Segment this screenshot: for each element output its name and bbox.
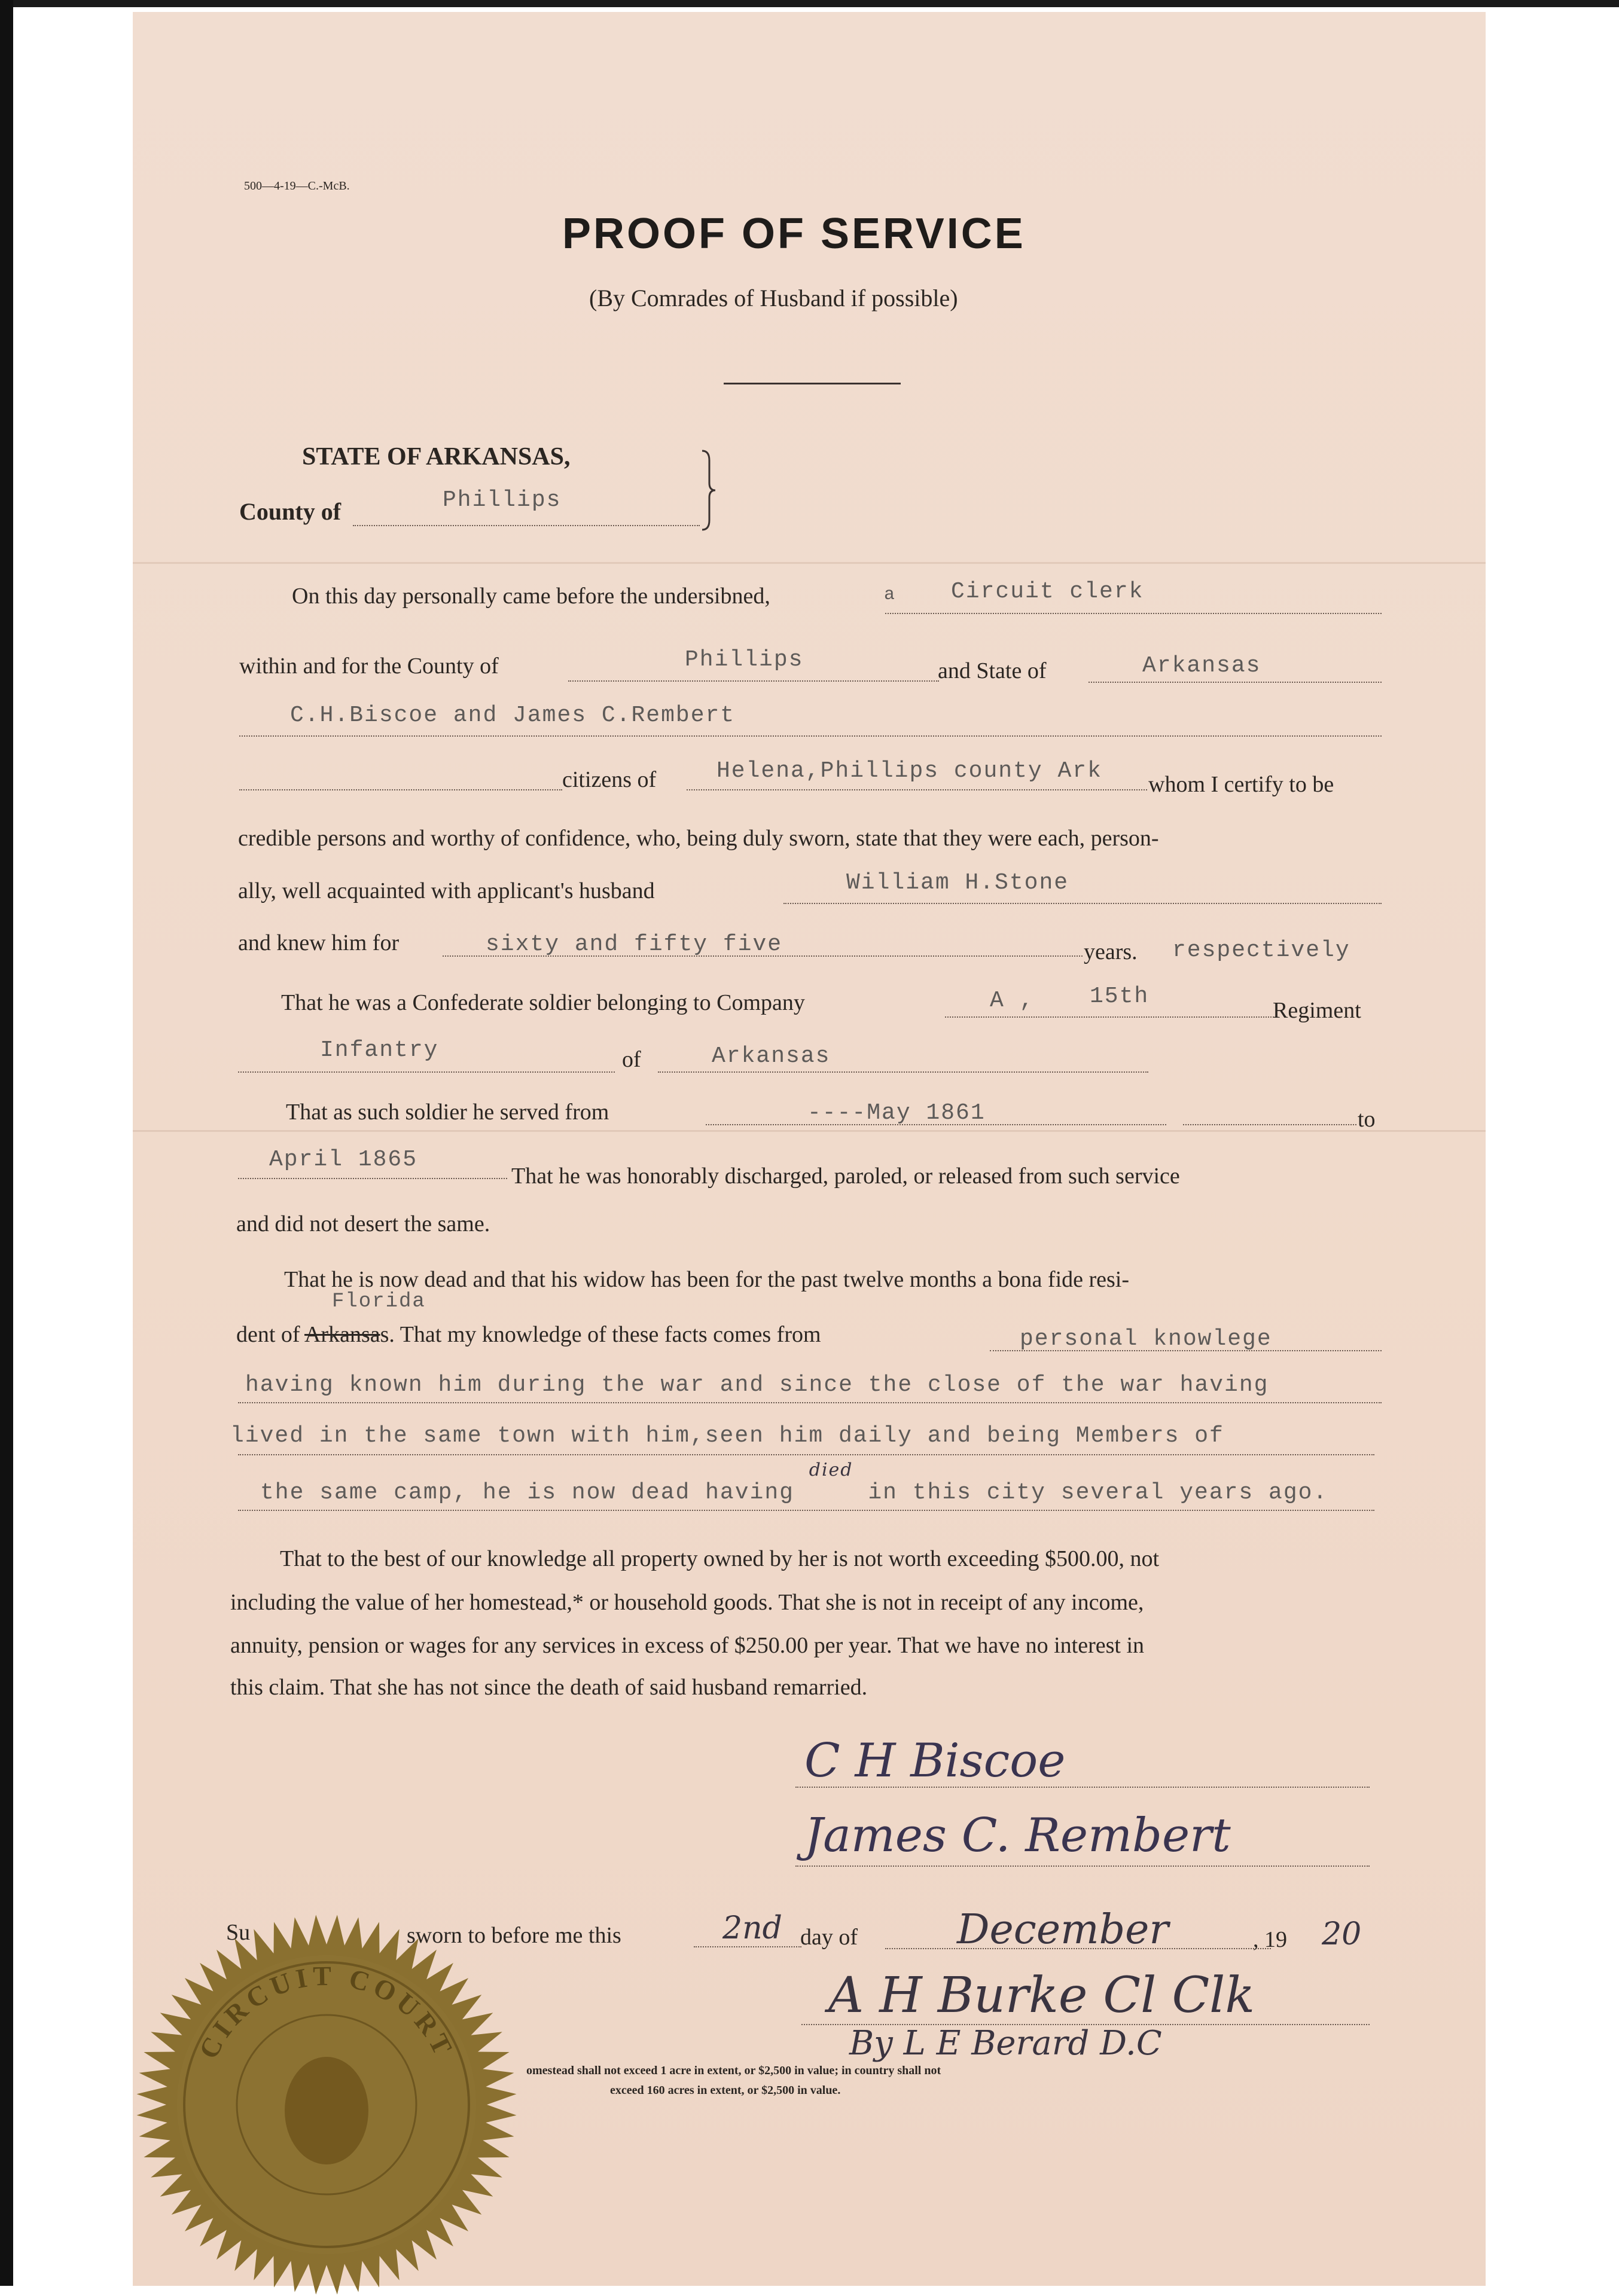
fill-line (783, 903, 1382, 904)
served-from: ----May 1861 (807, 1100, 986, 1126)
fill-line (239, 789, 562, 790)
served-label: That as such soldier he served from (286, 1100, 609, 1125)
to-label: to (1358, 1107, 1376, 1132)
month-value: December (957, 1906, 1169, 1953)
footnote-line-2: exceed 160 acres in extent, or $2,500 in value. (610, 2084, 841, 2097)
within-label: within and for the County of (239, 654, 499, 679)
state-label-inline: and State of (938, 658, 1047, 683)
knowledge-line-3: lived in the same town with him,seen him daily and being Members of (230, 1423, 1224, 1449)
certify-label: whom I certify to be (1148, 772, 1334, 797)
day-value: 2nd (722, 1910, 782, 1946)
fill-line (945, 1016, 1274, 1018)
officer-title: Circuit clerk (951, 579, 1144, 604)
property-line-1: That to the best of our knowledge all property owned by her is not worth exceeding $500.00, not (280, 1546, 1160, 1571)
respectively-text: respectively (1172, 938, 1350, 963)
fill-line (885, 613, 1382, 614)
dent-struck: Arkansa (304, 1322, 380, 1347)
county-label: County of (239, 498, 342, 525)
property-line-3: annuity, pension or wages for any services in excess of $250.00 per year. That we have no interest in (230, 1633, 1144, 1658)
property-line-4: this claim. That she has not since the death of said husband remarried. (230, 1675, 868, 1700)
knowledge-source: personal knowlege (1020, 1326, 1272, 1352)
fill-line (238, 1178, 507, 1179)
knowledge-line-2: having known him during the war and since the close of the war having (245, 1372, 1269, 1398)
died-insert: died (809, 1460, 853, 1480)
fill-line (694, 1946, 801, 1947)
county-text: Phillips (685, 647, 804, 673)
title-rule (724, 383, 901, 384)
circuit-court-seal (135, 1913, 518, 2296)
state-text: Arkansas (1142, 653, 1261, 679)
company-value: A , (990, 988, 1035, 1013)
fill-line (238, 1402, 1382, 1403)
fold-line (133, 1130, 1486, 1132)
state-label: STATE OF ARKANSAS, (302, 443, 571, 471)
page-subtitle: (By Comrades of Husband if possible) (589, 285, 958, 312)
husband-name: William H.Stone (846, 870, 1069, 896)
confederate-label: That he was a Confederate soldier belonging to Company (281, 990, 805, 1015)
citizens-of-value: Helena,Phillips county Ark (716, 758, 1102, 784)
widow-text: That he is now dead and that his widow has been for the past twelve months a bona fide resi- (284, 1267, 1130, 1292)
discharged-text: That he was honorably discharged, paroled, or released from such service (511, 1164, 1180, 1189)
regiment-label: Regiment (1273, 998, 1361, 1023)
intro-text: On this day personally came before the undersibned, (292, 584, 770, 609)
fill-line (238, 1510, 1374, 1511)
property-line-2: including the value of her homestead,* or household goods. That she is not in receipt of any income, (230, 1590, 1144, 1615)
fill-line (568, 680, 939, 682)
knowledge-4a: the same camp, he is now dead having (260, 1480, 794, 1506)
scan-border-left (0, 0, 13, 2286)
year-value: 20 (1322, 1916, 1362, 1952)
signature-rembert: James C. Rembert (804, 1809, 1231, 1863)
signature-line (795, 1787, 1370, 1788)
page-title: PROOF OF SERVICE (562, 210, 1026, 258)
fill-line (353, 525, 700, 526)
seal-text: CIRCUIT COURT (193, 1960, 461, 2064)
official-signature: A H Burke Cl Clk (828, 1967, 1255, 2024)
branch-value: Infantry (320, 1037, 439, 1063)
fill-line (239, 735, 1382, 737)
year-label: , 19 (1253, 1927, 1287, 1952)
not-desert-text: and did not desert the same. (236, 1211, 490, 1236)
venue-brace (700, 448, 718, 532)
years-label: years. (1084, 939, 1138, 964)
form-code: 500—4-19—C.-McB. (244, 179, 350, 193)
fill-line (1089, 682, 1382, 683)
acquainted-text: ally, well acquainted with applicant's husband (238, 878, 655, 903)
scan-border-top (0, 0, 1619, 7)
day-label: day of (800, 1925, 858, 1950)
served-to: April 1865 (269, 1147, 418, 1173)
signature-biscoe: C H Biscoe (804, 1734, 1066, 1788)
citizens-label: citizens of (562, 767, 657, 792)
jurat-lead: Su (226, 1920, 251, 1945)
deputy-signature: By L E Berard D.C (849, 2024, 1162, 2063)
widow-state: Florida (332, 1290, 426, 1313)
sworn-label: sworn to before me this (407, 1923, 621, 1948)
of-label: of (622, 1047, 641, 1072)
signature-line (795, 1866, 1370, 1867)
residence-line (236, 1321, 821, 1348)
branch-state: Arkansas (712, 1043, 831, 1069)
knew-label: and knew him for (238, 930, 400, 955)
signature-line (801, 2024, 1370, 2025)
years-known: sixty and fifty five (486, 932, 783, 957)
fill-line (658, 1071, 1148, 1073)
fold-line (133, 562, 1486, 564)
knowledge-4b: in this city several years ago. (868, 1480, 1328, 1506)
dent-prefix: dent of (236, 1322, 300, 1347)
credible-text: credible persons and worthy of confidence, who, being duly sworn, state that they were each, person- (238, 826, 1159, 851)
fill-line (687, 789, 1147, 790)
officer-prefix: a (884, 585, 897, 605)
dent-suffix: s. That my knowledge of these facts comes from (380, 1322, 821, 1347)
footnote-line-1: omestead shall not exceed 1 acre in extent, or $2,500 in value; in country shall not (526, 2064, 941, 2077)
fill-line (238, 1071, 615, 1073)
fill-line (238, 1454, 1374, 1455)
county-value: Phillips (443, 487, 562, 513)
fill-line (1183, 1124, 1356, 1125)
affiants-names: C.H.Biscoe and James C.Rembert (290, 703, 736, 728)
knowledge-line-4 (260, 1460, 1328, 1506)
regiment-number: 15th (1090, 984, 1150, 1009)
